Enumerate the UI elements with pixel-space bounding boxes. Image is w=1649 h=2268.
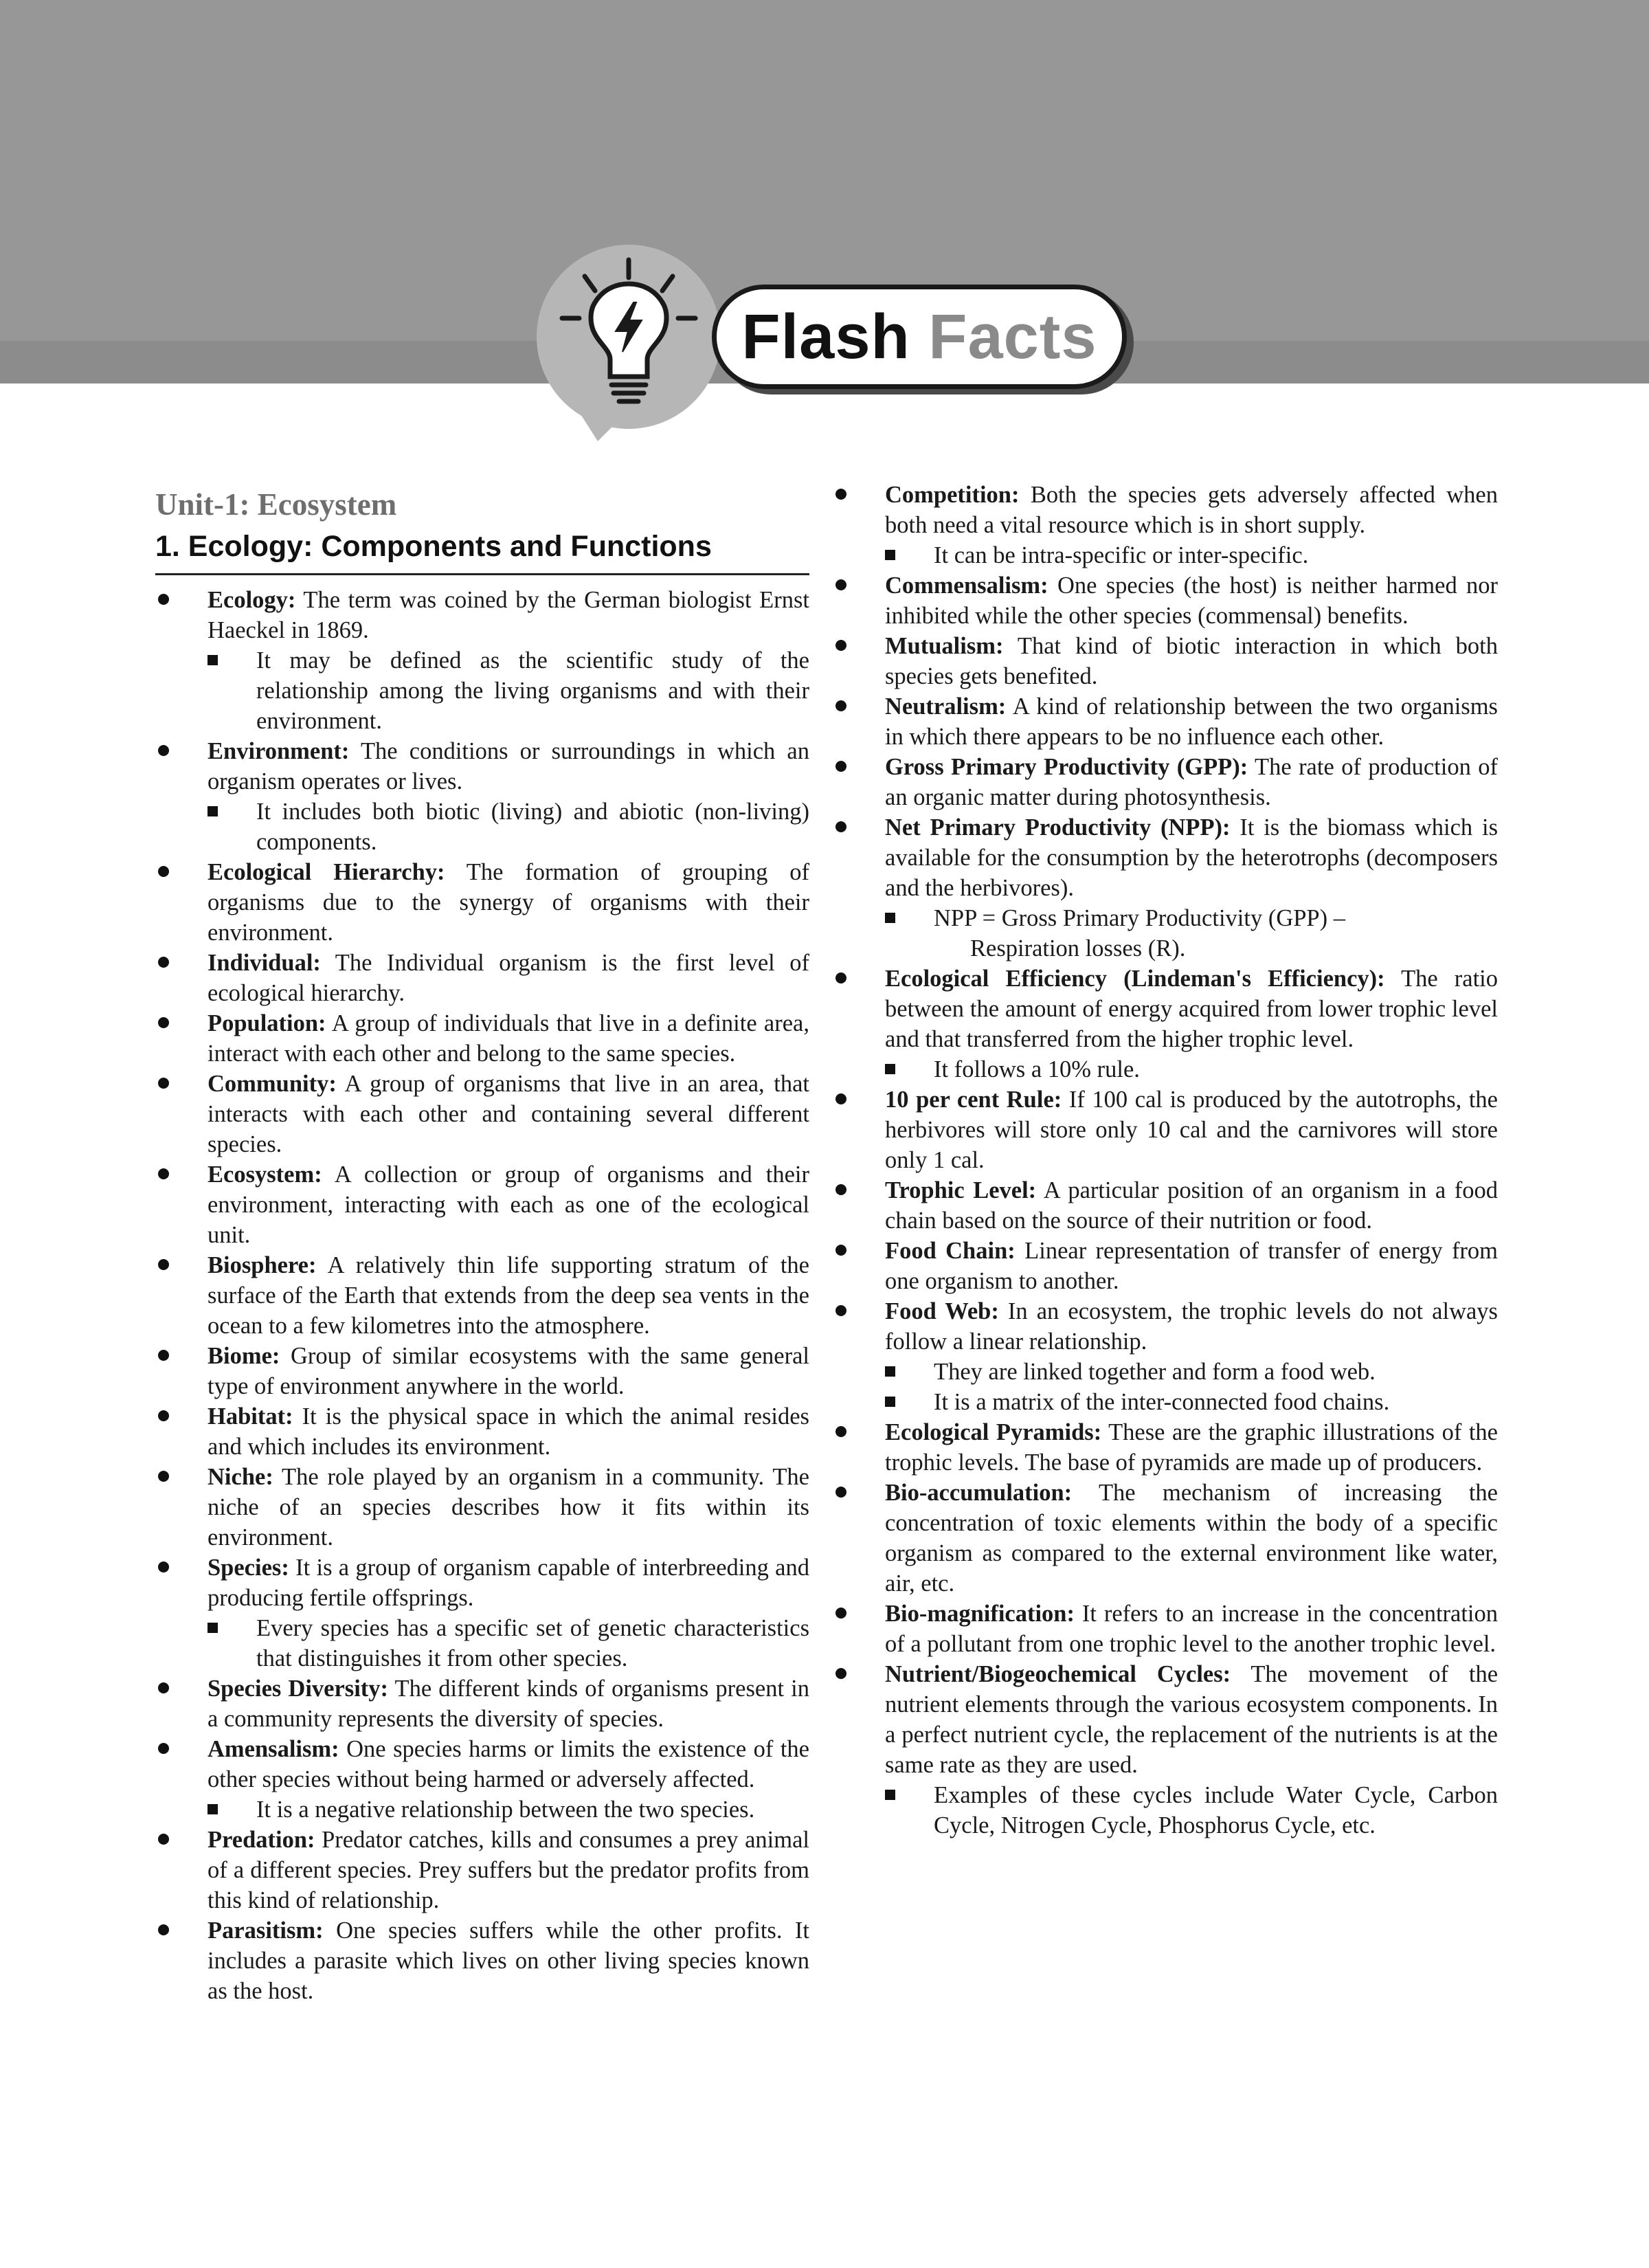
left-column <box>155 480 809 2006</box>
fact-term: Bio-accumulation: <box>885 1480 1073 1506</box>
fact-subpoint: It can be intra-specific or inter-specific. <box>833 540 1498 570</box>
fact-item <box>833 812 1498 903</box>
fact-text: One species harms or limits the existence of the other species without being harmed or adversely affected. <box>207 1736 809 1792</box>
fact-term: Ecology: <box>207 587 296 613</box>
fact-subpoint: They are linked together and form a food web. <box>833 1357 1498 1387</box>
fact-term: Ecological Efficiency (Lindeman's Efficiency): <box>885 966 1385 992</box>
title-word-facts: Facts <box>928 301 1097 372</box>
fact-term: Trophic Level: <box>885 1177 1037 1203</box>
fact-term: Net Primary Productivity (NPP): <box>885 814 1231 841</box>
fact-item <box>155 736 809 797</box>
fact-item <box>833 691 1498 752</box>
fact-subpoint: It is a negative relationship between the two species. <box>155 1794 809 1825</box>
fact-text: It refers to an increase in the concentration of a pollutant from one trophic level to the another trophic level. <box>885 1601 1498 1657</box>
fact-term: Ecosystem: <box>207 1161 322 1188</box>
fact-term: Ecological Pyramids: <box>885 1419 1102 1445</box>
fact-subpoint: NPP = Gross Primary Productivity (GPP) – <box>833 903 1498 933</box>
fact-term: Environment: <box>207 738 350 764</box>
unit-title: Unit-1: Ecosystem <box>155 487 397 522</box>
fact-term: Parasitism: <box>207 1917 324 1944</box>
fact-item <box>833 1417 1498 1478</box>
fact-item <box>833 1296 1498 1357</box>
fact-item <box>833 570 1498 631</box>
fact-text: It is a group of organism capable of interbreeding and producing fertile offsprings. <box>207 1555 809 1611</box>
fact-item <box>833 1659 1498 1780</box>
fact-term: Commensalism: <box>885 572 1048 599</box>
fact-item <box>155 1401 809 1462</box>
right-fact-list <box>833 480 1498 1841</box>
fact-term: Species: <box>207 1555 289 1581</box>
fact-item <box>833 1236 1498 1296</box>
fact-text: Linear representation of transfer of energy from one organism to another. <box>885 1238 1499 1294</box>
fact-text: The Individual organism is the first level of ecological hierarchy. <box>207 950 809 1006</box>
fact-text: Predator catches, kills and consumes a prey animal of a different species. Prey suffers but the predator profits from this kind of relationship. <box>207 1827 809 1913</box>
fact-term: 10 per cent Rule: <box>885 1087 1062 1113</box>
left-fact-list <box>155 585 809 2006</box>
fact-term: Bio-magnification: <box>885 1601 1075 1627</box>
fact-text: A group of individuals that live in a definite area, interact with each other and belong to the same species. <box>207 1010 809 1067</box>
fact-term: Mutualism: <box>885 633 1004 659</box>
fact-subpoint: Examples of these cycles include Water Cycle, Carbon Cycle, Nitrogen Cycle, Phosphorus Cycle, etc. <box>833 1780 1498 1841</box>
fact-item <box>155 1734 809 1794</box>
fact-text: The rate of production of an organic matter during photosynthesis. <box>885 754 1498 810</box>
fact-subpoint: It is a matrix of the inter-connected food chains. <box>833 1387 1498 1417</box>
fact-text: That kind of biotic interaction in which both species gets benefited. <box>885 633 1498 689</box>
fact-text: A relatively thin life supporting stratum of the surface of the Earth that extends from the deep sea vents in the ocean to a few kilometres into the atmosphere. <box>207 1252 809 1339</box>
fact-text: It is the biomass which is available for the consumption by the heterotrophs (decomposers and the herbivores). <box>885 814 1498 901</box>
fact-text: The mechanism of increasing the concentration of toxic elements within the body of a specific organism as compared to the external environment like water, air, etc. <box>885 1480 1498 1597</box>
fact-item <box>155 948 809 1008</box>
fact-term: Gross Primary Productivity (GPP): <box>885 754 1248 780</box>
fact-text: A collection or group of organisms and their environment, interacting with each as one of the ecological unit. <box>207 1161 809 1248</box>
fact-text: The role played by an organism in a community. The niche of an species describes how it fits within its environment. <box>207 1464 809 1550</box>
fact-text: One species (the host) is neither harmed nor inhibited while the other species (commensal) benefits. <box>885 572 1498 629</box>
fact-text: If 100 cal is produced by the autotrophs, the herbivores will store only 10 cal and the carnivores will store only 1 cal. <box>885 1087 1498 1173</box>
fact-item <box>155 1674 809 1734</box>
fact-item <box>833 1085 1498 1175</box>
fact-text: Group of similar ecosystems with the same general type of environment anywhere in the world. <box>207 1343 809 1399</box>
fact-subpoint: It follows a 10% rule. <box>833 1054 1498 1085</box>
fact-text: In an ecosystem, the trophic levels do not always follow a linear relationship. <box>885 1298 1498 1355</box>
fact-text: The movement of the nutrient elements through the various ecosystem components. In a perfect nutrient cycle, the replacement of the nutrients is at the same rate as they are used. <box>885 1661 1499 1778</box>
fact-item <box>833 480 1498 540</box>
fact-item <box>833 631 1498 691</box>
fact-text: A particular position of an organism in a food chain based on the source of their nutrition or food. <box>885 1177 1498 1234</box>
fact-term: Competition: <box>885 482 1020 508</box>
fact-text: A group of organisms that live in an area, that interacts with each other and containing several different species. <box>207 1071 809 1157</box>
fact-item <box>155 1462 809 1553</box>
fact-item <box>155 1825 809 1915</box>
fact-text: These are the graphic illustrations of the trophic levels. The base of pyramids are made up of producers. <box>885 1419 1498 1476</box>
fact-term: Species Diversity: <box>207 1676 389 1702</box>
flash-facts-logo <box>0 0 1649 467</box>
fact-item <box>155 585 809 645</box>
fact-item <box>155 1915 809 2006</box>
flash-facts-title <box>712 285 1127 389</box>
right-column <box>833 480 1498 1841</box>
fact-term: Predation: <box>207 1827 315 1853</box>
fact-item <box>155 1553 809 1613</box>
fact-term: Individual: <box>207 950 321 976</box>
fact-item <box>833 1175 1498 1236</box>
fact-term: Community: <box>207 1071 337 1097</box>
fact-subpoint: It includes both biotic (living) and abiotic (non-living) components. <box>155 797 809 857</box>
fact-text: The ratio between the amount of energy acquired from lower trophic level and that transferred from the higher trophic level. <box>885 966 1498 1052</box>
fact-term: Population: <box>207 1010 326 1036</box>
fact-text: Both the species gets adversely affected when both need a vital resource which is in short supply. <box>885 482 1498 538</box>
fact-term: Amensalism: <box>207 1736 339 1762</box>
fact-term: Ecological Hierarchy: <box>207 859 445 885</box>
fact-subpoint-continuation: Respiration losses (R). <box>970 935 1186 961</box>
fact-subpoint: It may be defined as the scientific study of the relationship among the living organisms and with their environment. <box>155 645 809 736</box>
fact-term: Food Web: <box>885 1298 999 1324</box>
title-word-flash: Flash <box>741 301 910 372</box>
fact-term: Neutralism: <box>885 693 1007 720</box>
fact-text: The conditions or surroundings in which an organism operates or lives. <box>207 738 809 794</box>
fact-text: The different kinds of organisms present in a community represents the diversity of species. <box>207 1676 809 1732</box>
fact-subpoint: Every species has a specific set of genetic characteristics that distinguishes it from other species. <box>155 1613 809 1674</box>
fact-term: Biome: <box>207 1343 280 1369</box>
fact-term: Biosphere: <box>207 1252 317 1278</box>
fact-text: It is the physical space in which the animal resides and which includes its environment. <box>207 1403 809 1460</box>
section-title: 1. Ecology: Components and Functions <box>155 526 809 575</box>
fact-item <box>155 1159 809 1250</box>
fact-term: Nutrient/Biogeochemical Cycles: <box>885 1661 1231 1687</box>
fact-text: The formation of grouping of organisms due to the synergy of organisms with their environment. <box>207 859 809 946</box>
fact-item <box>833 1599 1498 1659</box>
fact-term: Habitat: <box>207 1403 293 1430</box>
fact-item <box>833 752 1498 812</box>
fact-term: Food Chain: <box>885 1238 1016 1264</box>
fact-item <box>155 857 809 948</box>
fact-item <box>155 1341 809 1401</box>
fact-item <box>155 1069 809 1159</box>
fact-item <box>833 964 1498 1054</box>
fact-term: Niche: <box>207 1464 273 1490</box>
fact-text: A kind of relationship between the two organisms in which there appears to be no influence each other. <box>885 693 1498 750</box>
fact-text: One species suffers while the other profits. It includes a parasite which lives on other living species known as the host. <box>207 1917 809 2004</box>
fact-item <box>833 1478 1498 1599</box>
fact-text: The term was coined by the German biologist Ernst Haeckel in 1869. <box>207 587 809 643</box>
fact-item <box>155 1008 809 1069</box>
fact-item <box>155 1250 809 1341</box>
